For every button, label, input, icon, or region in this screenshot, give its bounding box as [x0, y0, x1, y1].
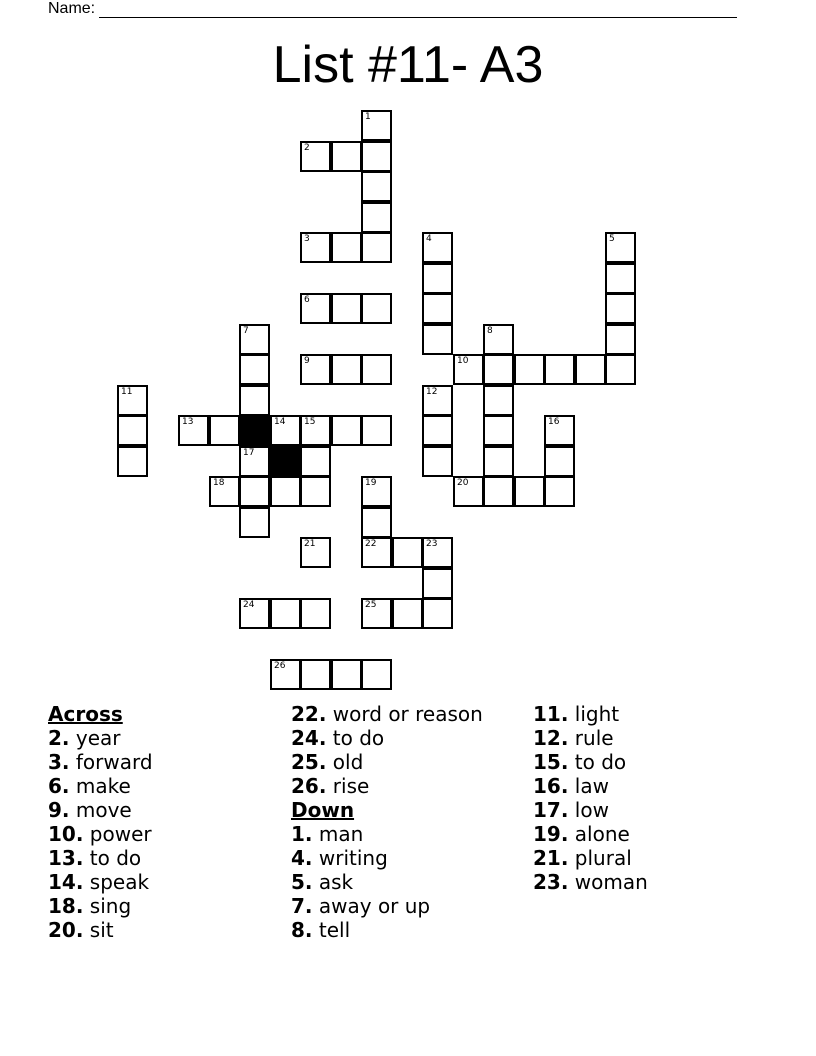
cell-number: 9 — [304, 356, 310, 366]
cell-number: 26 — [274, 661, 286, 671]
clue-text: tell — [318, 918, 351, 942]
clue-number: 9. — [48, 798, 70, 822]
down-heading: Down — [291, 798, 355, 822]
clue-text: low — [574, 798, 609, 822]
grid-cell[interactable] — [422, 232, 453, 263]
clue-item — [533, 726, 648, 750]
cell-number: 15 — [304, 417, 316, 427]
cell-number: 11 — [121, 387, 133, 397]
clue-text: word or reason — [332, 702, 483, 726]
clue-number: 13. — [48, 846, 84, 870]
clue-number: 12. — [533, 726, 569, 750]
grid-cell[interactable] — [422, 446, 453, 477]
grid-cell[interactable] — [605, 232, 636, 263]
cell-number: 24 — [243, 600, 255, 610]
clues-column-2 — [291, 702, 483, 942]
name-label: Name: — [48, 0, 96, 17]
grid-cell[interactable] — [361, 537, 392, 568]
grid-cell[interactable] — [361, 202, 392, 233]
cell-number: 13 — [182, 417, 194, 427]
clue-text: rise — [332, 774, 370, 798]
clue-text: sing — [89, 894, 132, 918]
clue-text: writing — [318, 846, 388, 870]
clue-number: 4. — [291, 846, 313, 870]
grid-cell[interactable] — [514, 476, 545, 507]
clue-number: 2. — [48, 726, 70, 750]
clue-item — [533, 846, 648, 870]
clue-text: old — [332, 750, 364, 774]
grid-cell[interactable] — [514, 354, 545, 385]
grid-cell[interactable] — [483, 476, 514, 507]
grid-cell[interactable] — [239, 598, 270, 629]
clue-text: forward — [75, 750, 153, 774]
grid-cell[interactable] — [361, 507, 392, 538]
clue-number: 21. — [533, 846, 569, 870]
grid-cell[interactable] — [483, 415, 514, 446]
clue-text: to do — [332, 726, 385, 750]
clue-number: 8. — [291, 918, 313, 942]
grid-cell[interactable] — [392, 537, 423, 568]
clue-item — [291, 774, 483, 798]
grid-cell[interactable] — [422, 385, 453, 416]
grid-cell[interactable] — [361, 110, 392, 141]
grid-cell[interactable] — [605, 293, 636, 324]
grid-cell[interactable] — [422, 568, 453, 599]
grid-cell[interactable] — [361, 476, 392, 507]
grid-cell[interactable] — [239, 354, 270, 385]
cell-number: 25 — [365, 600, 377, 610]
clue-number: 10. — [48, 822, 84, 846]
grid-cell[interactable] — [331, 354, 362, 385]
clue-text: speak — [89, 870, 150, 894]
grid-cell[interactable] — [392, 598, 423, 629]
grid-cell[interactable] — [209, 415, 240, 446]
clue-text: to do — [89, 846, 142, 870]
clue-item — [48, 918, 153, 942]
grid-cell[interactable] — [605, 354, 636, 385]
grid-cell[interactable] — [300, 476, 331, 507]
clue-text: rule — [574, 726, 614, 750]
grid-cell[interactable] — [239, 476, 270, 507]
grid-cell[interactable] — [361, 598, 392, 629]
clue-number: 15. — [533, 750, 569, 774]
clue-item — [48, 894, 153, 918]
clue-text: move — [75, 798, 132, 822]
grid-cell[interactable] — [453, 354, 484, 385]
cell-number: 12 — [426, 387, 438, 397]
clue-item — [291, 726, 483, 750]
cell-number: 7 — [243, 326, 249, 336]
clue-text: man — [318, 822, 364, 846]
clue-text: ask — [318, 870, 354, 894]
grid-cell[interactable] — [361, 141, 392, 172]
clue-text: sit — [89, 918, 114, 942]
clue-item — [291, 750, 483, 774]
clue-item — [533, 798, 648, 822]
grid-cell[interactable] — [483, 324, 514, 355]
clue-number: 19. — [533, 822, 569, 846]
clue-number: 17. — [533, 798, 569, 822]
clues-column-3 — [533, 702, 648, 894]
cell-number: 14 — [274, 417, 286, 427]
clue-item — [291, 846, 483, 870]
grid-cell[interactable] — [575, 354, 606, 385]
clue-item — [48, 822, 153, 846]
grid-cell[interactable] — [544, 446, 575, 477]
grid-cell[interactable] — [361, 293, 392, 324]
grid-cell[interactable] — [300, 354, 331, 385]
grid-cell[interactable] — [239, 324, 270, 355]
grid-cell[interactable] — [331, 415, 362, 446]
grid-cell[interactable] — [300, 598, 331, 629]
grid-cell[interactable] — [361, 171, 392, 202]
clue-number: 16. — [533, 774, 569, 798]
clue-item — [291, 870, 483, 894]
clue-text: law — [574, 774, 609, 798]
grid-cell[interactable] — [178, 415, 209, 446]
grid-cell[interactable] — [361, 232, 392, 263]
clue-number: 18. — [48, 894, 84, 918]
cell-number: 21 — [304, 539, 316, 549]
clue-item — [291, 918, 483, 942]
grid-cell[interactable] — [300, 659, 331, 690]
clue-text: make — [75, 774, 131, 798]
grid-cell[interactable] — [483, 354, 514, 385]
across-heading: Across — [48, 702, 123, 726]
grid-cell[interactable] — [483, 385, 514, 416]
grid-cell[interactable] — [422, 324, 453, 355]
clue-text: light — [574, 702, 620, 726]
grid-cell[interactable] — [422, 537, 453, 568]
cell-number: 19 — [365, 478, 377, 488]
grid-cell[interactable] — [331, 232, 362, 263]
grid-cell[interactable] — [209, 476, 240, 507]
grid-cell[interactable] — [331, 659, 362, 690]
grid-cell[interactable] — [422, 293, 453, 324]
clue-item — [533, 774, 648, 798]
clue-number: 23. — [533, 870, 569, 894]
grid-cell[interactable] — [544, 415, 575, 446]
grid-cell[interactable] — [239, 446, 270, 477]
clue-number: 25. — [291, 750, 327, 774]
clue-text: to do — [574, 750, 627, 774]
clue-number: 7. — [291, 894, 313, 918]
clue-item — [291, 894, 483, 918]
grid-cell[interactable] — [270, 476, 301, 507]
clue-text: away or up — [318, 894, 431, 918]
clues-column-1 — [48, 702, 153, 942]
grid-cell[interactable] — [300, 141, 331, 172]
grid-cell[interactable] — [544, 476, 575, 507]
grid-cell[interactable] — [544, 354, 575, 385]
page-title: List #11- A3 — [272, 36, 544, 94]
grid-cell[interactable] — [361, 659, 392, 690]
cell-number: 16 — [548, 417, 560, 427]
cell-number: 5 — [609, 234, 615, 244]
clue-number: 24. — [291, 726, 327, 750]
clue-number: 26. — [291, 774, 327, 798]
cell-number: 6 — [304, 295, 310, 305]
grid-cell[interactable] — [361, 415, 392, 446]
grid-cell[interactable] — [453, 476, 484, 507]
clue-number: 1. — [291, 822, 313, 846]
clue-item — [48, 774, 153, 798]
clue-text: year — [75, 726, 121, 750]
grid-cell[interactable] — [300, 232, 331, 263]
clue-item — [533, 822, 648, 846]
grid-cell[interactable] — [300, 537, 331, 568]
clue-number: 6. — [48, 774, 70, 798]
clue-number: 20. — [48, 918, 84, 942]
clue-item — [48, 750, 153, 774]
cell-number: 2 — [304, 143, 310, 153]
grid-cell[interactable] — [270, 659, 301, 690]
grid-cell[interactable] — [117, 415, 148, 446]
clue-item — [533, 870, 648, 894]
grid-cell[interactable] — [117, 385, 148, 416]
cell-number: 23 — [426, 539, 438, 549]
grid-cell[interactable] — [483, 446, 514, 477]
grid-cell[interactable] — [117, 446, 148, 477]
cell-number: 17 — [243, 448, 255, 458]
clue-item — [48, 726, 153, 750]
clue-text: plural — [574, 846, 632, 870]
grid-cell[interactable] — [239, 507, 270, 538]
clue-number: 3. — [48, 750, 70, 774]
clue-text: woman — [574, 870, 648, 894]
grid-cell[interactable] — [300, 415, 331, 446]
grid-cell[interactable] — [361, 354, 392, 385]
clue-number: 14. — [48, 870, 84, 894]
clue-item — [48, 846, 153, 870]
grid-cell[interactable] — [605, 263, 636, 294]
cell-number: 4 — [426, 234, 432, 244]
clue-item — [48, 798, 153, 822]
clue-number: 22. — [291, 702, 327, 726]
grid-block — [270, 446, 301, 477]
cell-number: 20 — [457, 478, 469, 488]
grid-block — [239, 415, 270, 446]
grid-cell[interactable] — [605, 324, 636, 355]
cell-number: 1 — [365, 112, 371, 122]
cell-number: 18 — [213, 478, 225, 488]
grid-cell[interactable] — [331, 141, 362, 172]
cell-number: 8 — [487, 326, 493, 336]
clue-item — [533, 702, 648, 726]
grid-cell[interactable] — [422, 415, 453, 446]
clue-item — [48, 870, 153, 894]
grid-cell[interactable] — [422, 263, 453, 294]
clue-item — [291, 822, 483, 846]
clue-number: 11. — [533, 702, 569, 726]
grid-cell[interactable] — [239, 385, 270, 416]
clue-item — [533, 750, 648, 774]
clue-text: power — [89, 822, 152, 846]
grid-cell[interactable] — [300, 446, 331, 477]
grid-cell[interactable] — [422, 598, 453, 629]
cell-number: 22 — [365, 539, 377, 549]
grid-cell[interactable] — [300, 293, 331, 324]
cell-number: 3 — [304, 234, 310, 244]
clue-number: 5. — [291, 870, 313, 894]
grid-cell[interactable] — [270, 415, 301, 446]
clue-text: alone — [574, 822, 630, 846]
clue-item — [291, 702, 483, 726]
grid-cell[interactable] — [331, 293, 362, 324]
grid-cell[interactable] — [270, 598, 301, 629]
cell-number: 10 — [457, 356, 469, 366]
